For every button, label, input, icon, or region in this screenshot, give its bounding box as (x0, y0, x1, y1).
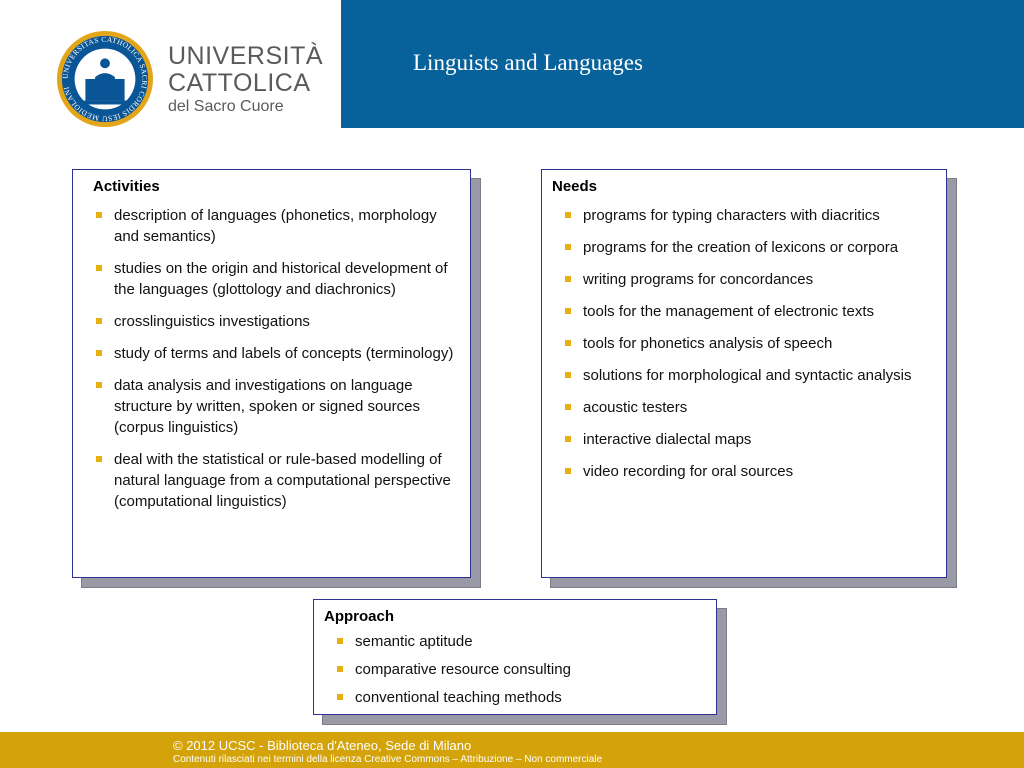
header-logo-area (0, 0, 340, 128)
university-seal-logo (56, 30, 154, 128)
bullet-square-icon (96, 456, 102, 462)
bullet-square-icon (96, 350, 102, 356)
bullet-square-icon (565, 340, 571, 346)
list-item (93, 375, 460, 438)
bullet-square-icon (565, 244, 571, 250)
university-name (168, 44, 323, 115)
list-item (93, 449, 460, 512)
bullet-square-icon (565, 308, 571, 314)
bullet-square-icon (565, 372, 571, 378)
bullet-square-icon (96, 382, 102, 388)
bullet-square-icon (96, 318, 102, 324)
list-item-text: tools for the management of electronic texts (583, 303, 874, 320)
activities-title: Activities (93, 178, 160, 195)
university-name-line2: CATTOLICA (168, 69, 311, 97)
list-item-text: writing programs for concordances (583, 271, 814, 288)
list-item-text: solutions for morphological and syntactic analysis (583, 367, 912, 384)
list-item-text: semantic aptitude (355, 633, 473, 650)
list-item (334, 631, 706, 652)
list-item (562, 333, 936, 354)
list-item (562, 429, 936, 450)
list-item-text: description of languages (phonetics, morphology and semantics) (114, 207, 437, 245)
list-item (93, 343, 460, 364)
bullet-square-icon (565, 276, 571, 282)
bullet-square-icon (565, 468, 571, 474)
activities-box (72, 169, 471, 578)
list-item-text: video recording for oral sources (583, 463, 794, 480)
bullet-square-icon (337, 666, 343, 672)
bullet-square-icon (96, 265, 102, 271)
list-item-text: conventional teaching methods (355, 689, 562, 706)
list-item (562, 397, 936, 418)
list-item (334, 659, 706, 680)
approach-title: Approach (324, 608, 395, 625)
list-item-text: interactive dialectal maps (583, 431, 752, 448)
list-item-text: programs for typing characters with diacritics (583, 207, 880, 224)
bullet-square-icon (337, 694, 343, 700)
slide-title: Linguists and Languages (413, 50, 643, 75)
list-item-text: tools for phonetics analysis of speech (583, 335, 833, 352)
list-item-text: programs for the creation of lexicons or corpora (583, 239, 899, 256)
list-item (93, 205, 460, 247)
footer-license: Contenuti rilasciati nei termini della licenza Creative Commons – Attribuzione – Non commerciale (173, 754, 603, 765)
header-title-bar (341, 0, 1024, 128)
bullet-square-icon (565, 404, 571, 410)
list-item (562, 269, 936, 290)
list-item-text: acoustic testers (583, 399, 688, 416)
bullet-square-icon (337, 638, 343, 644)
activities-list (93, 205, 460, 512)
approach-list (324, 631, 706, 708)
list-item (93, 311, 460, 332)
list-item (562, 461, 936, 482)
list-item-text: comparative resource consulting (355, 661, 571, 678)
list-item-text: studies on the origin and historical development of the languages (glottology and diachronics) (114, 260, 448, 298)
list-item-text: study of terms and labels of concepts (terminology) (114, 345, 454, 362)
approach-box (313, 599, 717, 715)
footer-bar (0, 732, 1024, 768)
list-item (562, 205, 936, 226)
needs-title: Needs (552, 178, 598, 195)
list-item (562, 237, 936, 258)
list-item (562, 365, 936, 386)
svg-text:UNIVERSITAS CATHOLICA SACRI CO: UNIVERSITAS CATHOLICA SACRI CORDIS IESU MEDIOLANI (60, 34, 150, 124)
needs-list (552, 205, 936, 482)
university-name-line3: del Sacro Cuore (168, 98, 284, 115)
list-item (562, 301, 936, 322)
list-item-text: deal with the statistical or rule-based modelling of natural language from a computational perspective (computational linguistics) (114, 451, 451, 510)
list-item (334, 687, 706, 708)
university-name-line1: UNIVERSITÀ (168, 42, 324, 70)
bullet-square-icon (96, 212, 102, 218)
bullet-square-icon (565, 436, 571, 442)
needs-box (541, 169, 947, 578)
bullet-square-icon (565, 212, 571, 218)
footer-copyright: © 2012 UCSC - Biblioteca d'Ateneo, Sede di Milano (173, 738, 472, 753)
list-item-text: crosslinguistics investigations (114, 313, 310, 330)
list-item-text: data analysis and investigations on language structure by written, spoken or signed sources (corpus linguistics) (114, 377, 420, 436)
list-item (93, 258, 460, 300)
